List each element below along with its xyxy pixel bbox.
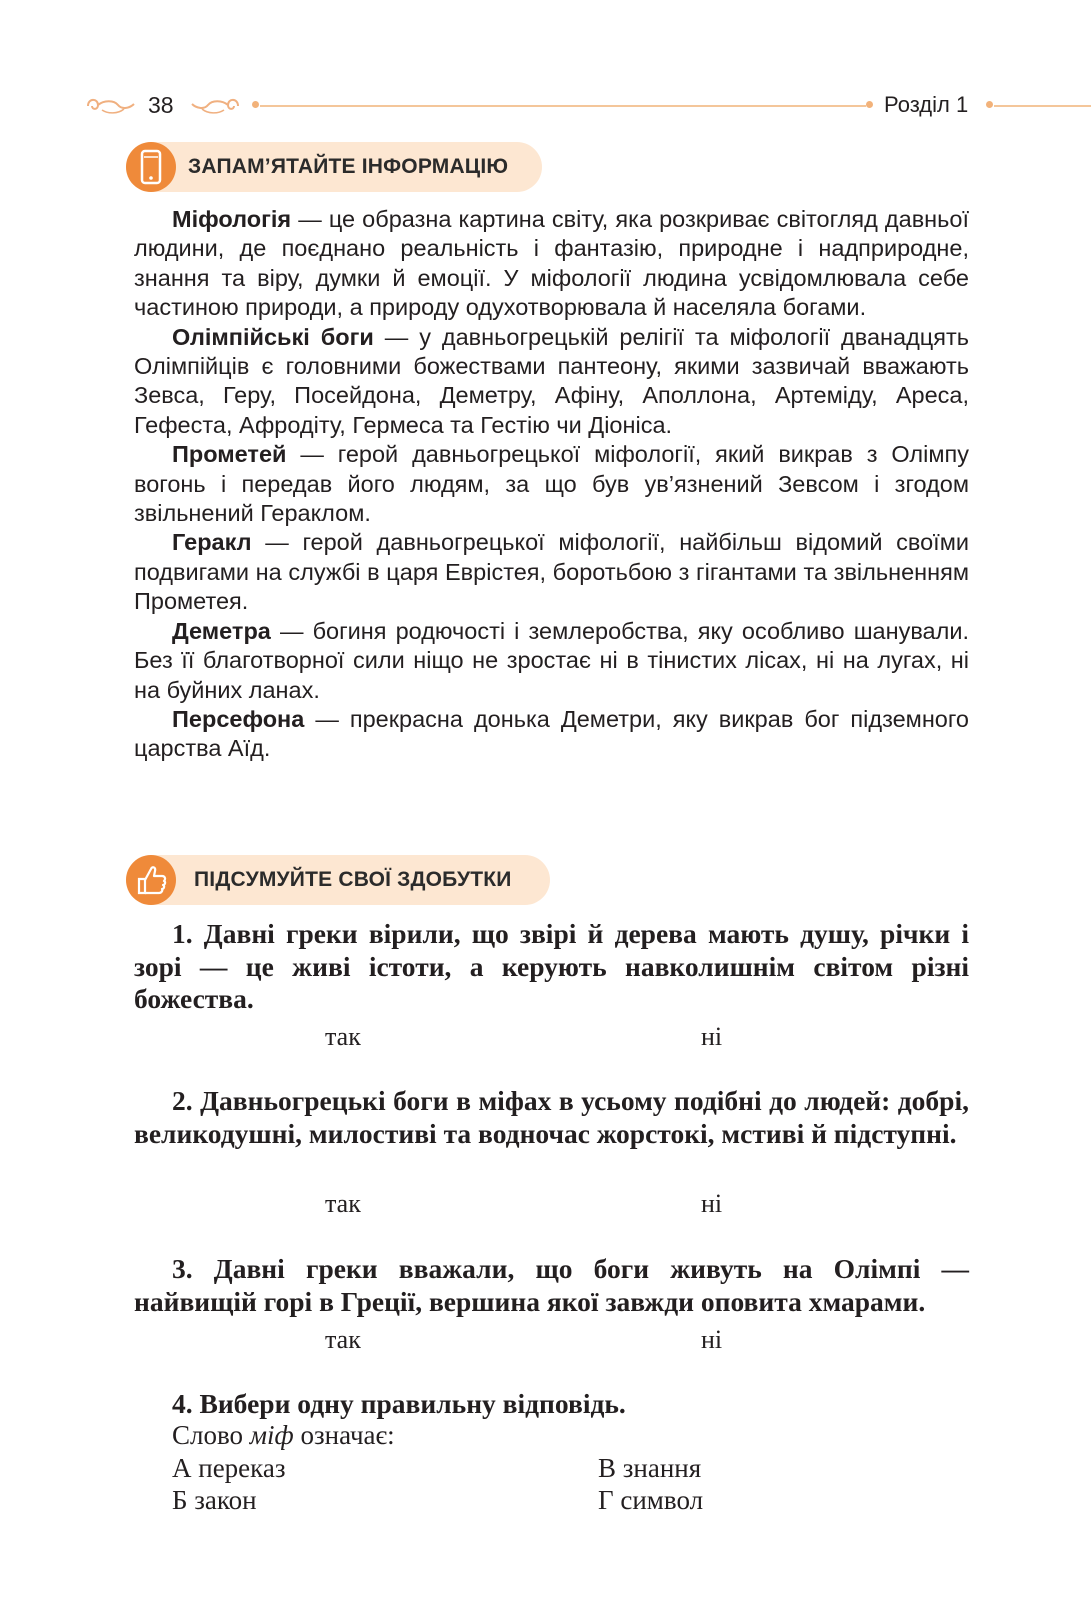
left-ornament-icon	[84, 92, 136, 118]
banner-title: ПІДСУМУЙТЕ СВОЇ ЗДОБУТКИ	[194, 868, 512, 891]
definition-text: — богиня родючості і землеробства, яку особливо шанували. Без її благотворної сили ніщо не зростає ні в тінистих лісах, ні на лугах, ні на буйних ланах.	[134, 617, 969, 703]
answer-yes[interactable]: так	[325, 1022, 361, 1051]
definition-text: — герой давньогрецької міфології, найбільш відомий своїми подвигами на службі в царя Еврістея, боротьбою з гігантами та звільненням Прометея.	[134, 529, 969, 615]
page-header	[0, 86, 1091, 126]
rule-dot	[866, 101, 873, 108]
definition-term: Прометей	[172, 441, 287, 468]
definition	[134, 705, 969, 764]
definition-term: Геракл	[172, 529, 252, 556]
phone-icon	[126, 142, 176, 192]
question-2	[134, 1085, 969, 1150]
definition-term: Персефона	[172, 705, 305, 732]
answer-yes[interactable]: так	[325, 1189, 361, 1218]
question-4-prompt: Слово міф означає:	[172, 1420, 395, 1450]
definition	[134, 205, 969, 323]
definitions-block	[134, 205, 969, 764]
question-text: 1. Давні греки вірили, що звірі й дерева мають душу, річки і зорі — це живі істоти, а керують навколишнім світом різні божества.	[134, 918, 969, 1014]
answer-no[interactable]: ні	[701, 1325, 723, 1354]
header-rule-right	[994, 105, 1091, 107]
option-a[interactable]: А переказ	[172, 1453, 286, 1483]
definition	[134, 323, 969, 441]
summary-banner	[126, 855, 550, 905]
definition-term: Міфологія	[172, 206, 292, 232]
question-3	[134, 1253, 969, 1318]
definition-text: — у давньогрецькій релігії та міфології дванадцять Олімпійців є головними божествами пантеону, якими зазвичай вважають Зевса, Геру, Посейдона, Деметру, Афіну, Аполлона, Артеміду, Ареса, Гефеста, Афродіту, Гермеса та Гестію чи Діоніса.	[134, 323, 969, 438]
header-rule	[260, 105, 866, 107]
option-d[interactable]: Г символ	[598, 1485, 704, 1515]
prompt-word: міф	[249, 1420, 294, 1450]
definition	[134, 440, 969, 528]
page-number: 38	[148, 92, 174, 118]
rule-dot	[986, 101, 993, 108]
definition-text: — це образна картина світу, яка розкриває світогляд давньої людини, де поєднано реальність і фантазію, природне і надприродне, знання та віру, думки й емоції. У міфології людина усвідомлювала себе частиною природи, а природу одухотворювала й населяла богами.	[134, 206, 969, 321]
definition	[134, 617, 969, 705]
chapter-title: Розділ 1	[884, 92, 969, 117]
definition-text: — герой давньогрецької міфології, який викрав з Олімпу вогонь і передав його людям, за що був ув’язнений Зевсом і згодом звільнений Гераклом.	[134, 441, 969, 527]
answer-yes[interactable]: так	[325, 1325, 361, 1354]
question-1	[134, 918, 969, 1016]
rule-dot	[252, 101, 259, 108]
question-text: 3. Давні греки вважали, що боги живуть на Олімпі — найвищій горі в Греції, вершина якої завжди оповита хмарами.	[134, 1253, 969, 1317]
option-c[interactable]: В знання	[598, 1453, 702, 1483]
question-text: 2. Давньогрецькі боги в міфах в усьому подібні до людей: добрі, великодушні, милостиві та водночас жорстокі, мстиві й підступні.	[134, 1085, 969, 1149]
remember-banner	[126, 142, 542, 192]
definition-text: — прекрасна донька Деметри, яку викрав бог підземного царства Аїд.	[134, 705, 969, 762]
right-ornament-icon	[190, 92, 242, 118]
answer-no[interactable]: ні	[701, 1022, 723, 1051]
definition-term: Деметра	[172, 617, 271, 644]
definition	[134, 528, 969, 616]
thumbs-up-icon	[126, 855, 176, 905]
banner-title: ЗАПАМ’ЯТАЙТЕ ІНФОРМАЦІЮ	[188, 155, 509, 178]
answer-no[interactable]: ні	[701, 1189, 723, 1218]
option-b[interactable]: Б закон	[172, 1485, 257, 1515]
question-4-title: 4. Вибери одну правильну відповідь.	[172, 1388, 626, 1419]
definition-term: Олімпійські боги	[172, 323, 374, 350]
